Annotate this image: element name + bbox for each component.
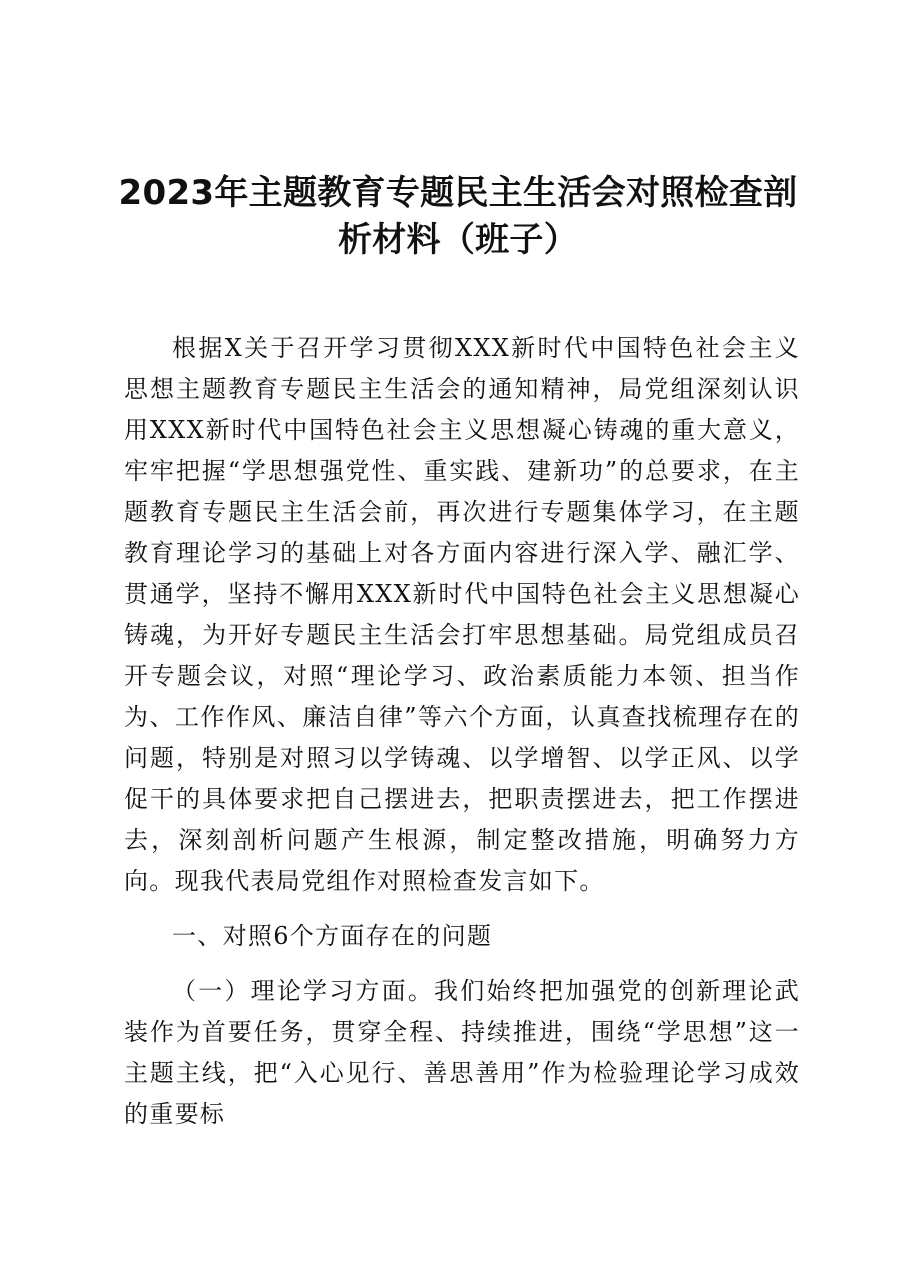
intro-paragraph: 根据X关于召开学习贯彻XXX新时代中国特色社会主义思想主题教育专题民主生活会的通知精神，局党组深刻认识用XXX新时代中国特色社会主义思想凝心铸魂的重大意义，牢牢把握“学思想强党性、重实践、建新功”的总要求，在主题教育专题民主生活会前，再次进行专题集体学习，在主题教育理论学习的基础上对各方面内容进行深入学、融汇学、贯通学，坚持不懈用XXX新时代中国特色社会主义思想凝心铸魂，为开好专题民主生活会打牢思想基础。局党组成员召开专题会议，对照“理论学习、政治素质能力本领、担当作为、工作作风、廉洁自律”等六个方面，认真查找梳理存在的问题，特别是对照习以学铸魂、以学增智、以学正风、以学促干的具体要求把自己摆进去，把职责摆进去，把工作摆进去，深刻剖析问题产生根源，制定整改措施，明确努力方向。现我代表局党组作对照检查发言如下。 bbox=[124, 334, 800, 895]
section-heading: 一、对照6个方面存在的问题 bbox=[172, 922, 493, 950]
subsection-paragraph: （一）理论学习方面。我们始终把加强党的创新理论武装作为首要任务，贯穿全程、持续推进，围绕“学思想”这一主题主线，把“入心见行、善思善用”作为检验理论学习成效的重要标 bbox=[124, 977, 800, 1128]
document-title: 2023年主题教育专题民主生活会对照检查剖析材料（班子） bbox=[118, 173, 798, 260]
document-body bbox=[124, 328, 800, 1135]
